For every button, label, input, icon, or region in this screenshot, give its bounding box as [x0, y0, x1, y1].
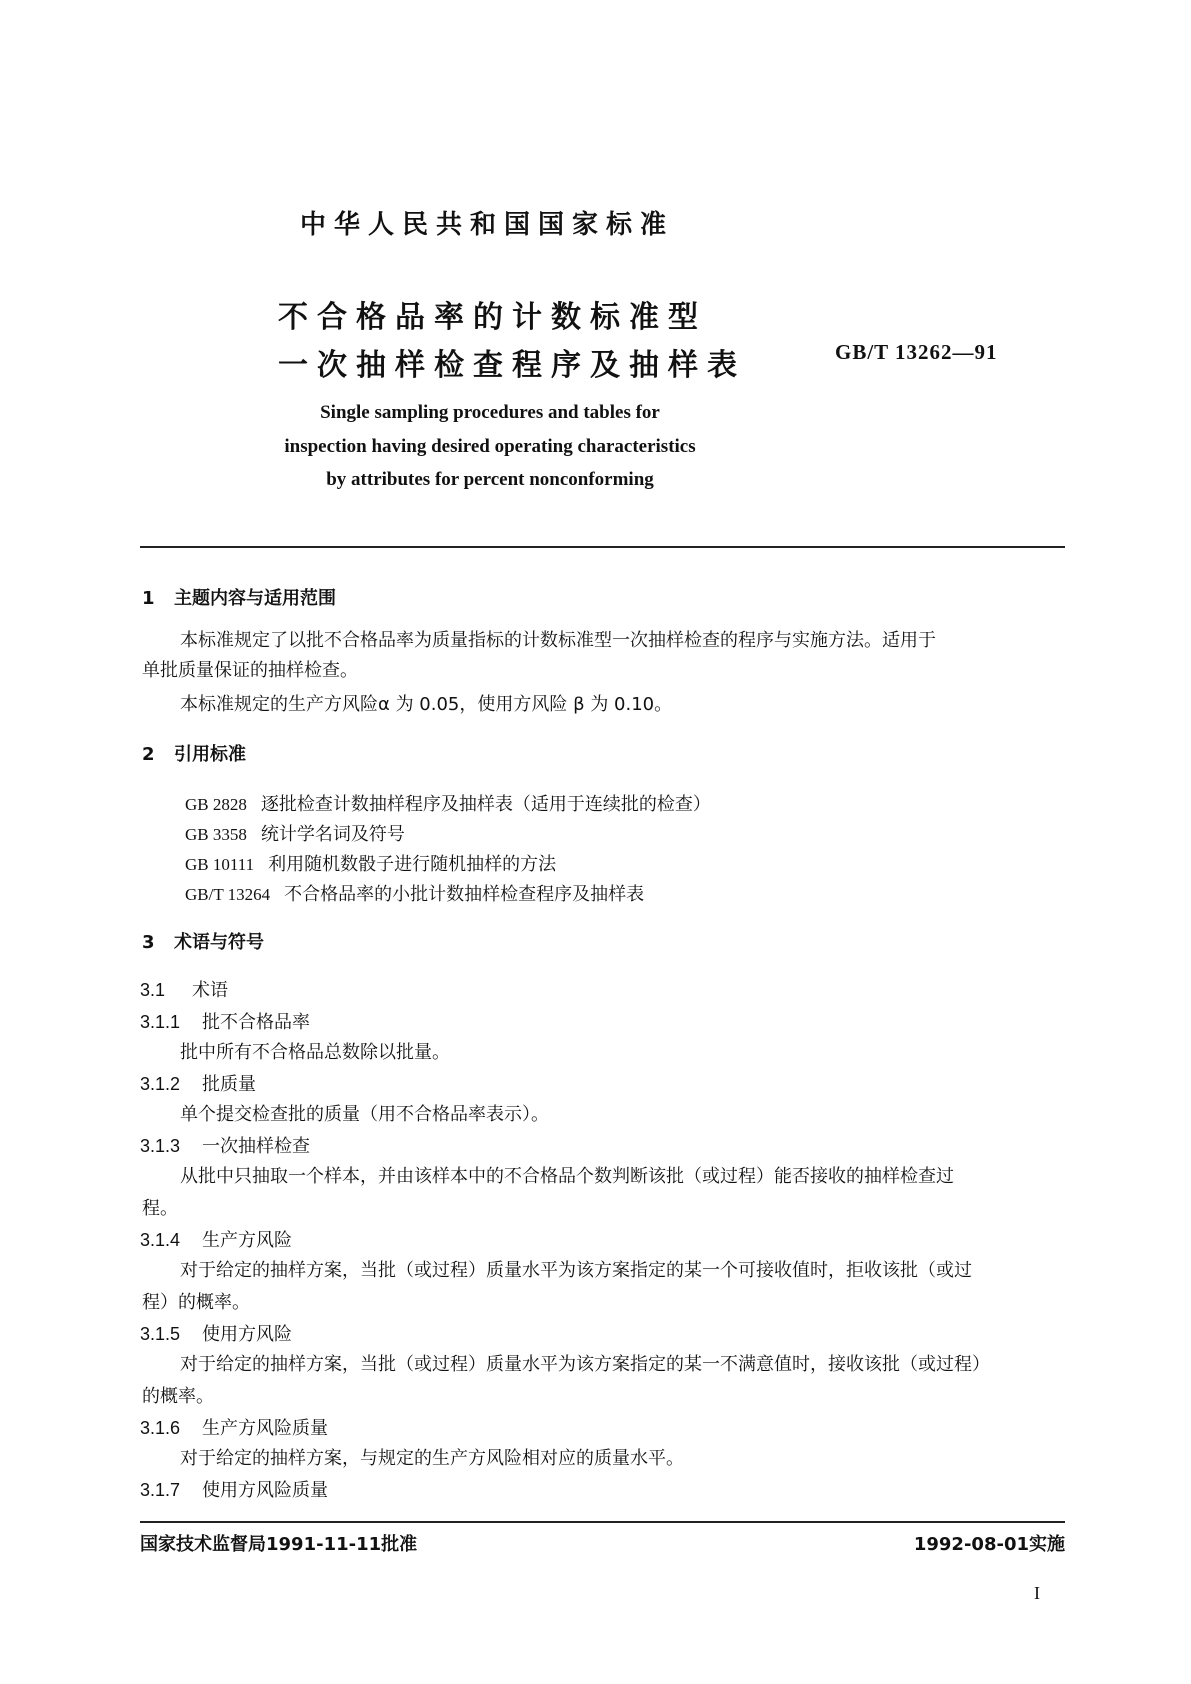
- term-3-1-5: [140, 1320, 292, 1346]
- term-number: 3.1.3: [140, 1136, 181, 1156]
- term-definition-continued: 的概率。: [142, 1386, 214, 1407]
- term-number: 3.1.6: [140, 1418, 181, 1438]
- term-3-1-3: [140, 1132, 310, 1158]
- term-definition-continued: 程）的概率。: [142, 1292, 250, 1313]
- top-divider: [140, 546, 1065, 548]
- term-3-1-7: [140, 1476, 328, 1502]
- reference-title: 逐批检查计数抽样程序及抽样表（适用于连续批的检查）: [260, 794, 711, 815]
- term-definition: 单个提交检查批的质量（用不合格品率表示）。: [180, 1104, 549, 1125]
- bottom-divider: [140, 1521, 1065, 1523]
- term-number: 3.1.1: [140, 1012, 181, 1032]
- section-3-heading: [142, 928, 264, 954]
- title-en-line2: inspection having desired operating characteristics: [284, 436, 696, 457]
- term-number: 3.1.2: [140, 1074, 181, 1094]
- section-1-para1-line2: 单批质量保证的抽样检查。: [142, 660, 358, 681]
- reference-code: GB 3358: [185, 825, 247, 844]
- term-number: 3.1.7: [140, 1480, 181, 1500]
- section-title: 引用标准: [174, 744, 246, 765]
- term-definition: 对于给定的抽样方案，当批（或过程）质量水平为该方案指定的某一不满意值时，接收该批（或过程）: [180, 1354, 990, 1375]
- term-3-1-4: [140, 1226, 292, 1252]
- subsection-number: 3.1: [140, 980, 166, 1000]
- title-cn-line1: 不合格品率的计数标准型: [278, 300, 707, 335]
- title-en-line1: Single sampling procedures and tables for: [320, 402, 660, 423]
- section-number: 3: [142, 932, 155, 953]
- reference-item: [185, 820, 405, 846]
- national-standard-heading: 中华人民共和国国家标准: [300, 210, 675, 240]
- reference-code: GB 2828: [185, 795, 247, 814]
- subsection-label: 术语: [192, 980, 228, 1001]
- standard-code: GB/T 13262—91: [835, 340, 998, 364]
- term-3-1-6: [140, 1414, 328, 1440]
- reference-title: 利用随机数骰子进行随机抽样的方法: [268, 854, 557, 875]
- term-number: 3.1.5: [140, 1324, 181, 1344]
- term-label: 使用方风险: [202, 1324, 292, 1345]
- title-cn-line2: 一次抽样检查程序及抽样表: [278, 348, 746, 383]
- term-label: 批质量: [202, 1074, 256, 1095]
- section-title: 主题内容与适用范围: [174, 588, 336, 609]
- section-2-heading: [142, 740, 246, 766]
- term-label: 批不合格品率: [202, 1012, 310, 1033]
- reference-title: 不合格品率的小批计数抽样检查程序及抽样表: [284, 884, 645, 905]
- term-label: 生产方风险质量: [202, 1418, 328, 1439]
- term-3-1-1: [140, 1008, 310, 1034]
- title-en-line3: by attributes for percent nonconforming: [326, 469, 654, 490]
- page-number: I: [1034, 1583, 1040, 1603]
- term-definition: 对于给定的抽样方案，当批（或过程）质量水平为该方案指定的某一个可接收值时，拒收该批（或过: [180, 1260, 972, 1281]
- term-3-1-2: [140, 1070, 256, 1096]
- section-number: 1: [142, 588, 155, 609]
- term-definition: 对于给定的抽样方案，与规定的生产方风险相对应的质量水平。: [180, 1448, 684, 1469]
- effective-date: 1992-08-01实施: [913, 1534, 1065, 1555]
- section-1-para2: 本标准规定的生产方风险α 为 0.05，使用方风险 β 为 0.10。: [180, 694, 673, 715]
- section-1-para1-line1: 本标准规定了以批不合格品率为质量指标的计数标准型一次抽样检查的程序与实施方法。适用于: [180, 630, 936, 651]
- term-definition: 从批中只抽取一个样本，并由该样本中的不合格品个数判断该批（或过程）能否接收的抽样检查过: [180, 1166, 954, 1187]
- approval-date: 国家技术监督局1991-11-11批准: [140, 1534, 418, 1555]
- section-1-heading: [142, 584, 336, 610]
- reference-item: [185, 790, 711, 816]
- subsection-3-1: [140, 976, 228, 1002]
- section-title: 术语与符号: [174, 932, 264, 953]
- reference-title: 统计学名词及符号: [260, 824, 405, 845]
- reference-code: GB 10111: [185, 855, 255, 874]
- term-label: 使用方风险质量: [202, 1480, 328, 1501]
- term-definition-continued: 程。: [142, 1198, 178, 1219]
- term-label: 一次抽样检查: [202, 1136, 310, 1157]
- reference-item: [185, 880, 644, 906]
- term-number: 3.1.4: [140, 1230, 181, 1250]
- term-label: 生产方风险: [202, 1230, 292, 1251]
- reference-item: [185, 850, 556, 876]
- reference-code: GB/T 13264: [185, 885, 271, 904]
- section-number: 2: [142, 744, 155, 765]
- term-definition: 批中所有不合格品总数除以批量。: [180, 1042, 450, 1063]
